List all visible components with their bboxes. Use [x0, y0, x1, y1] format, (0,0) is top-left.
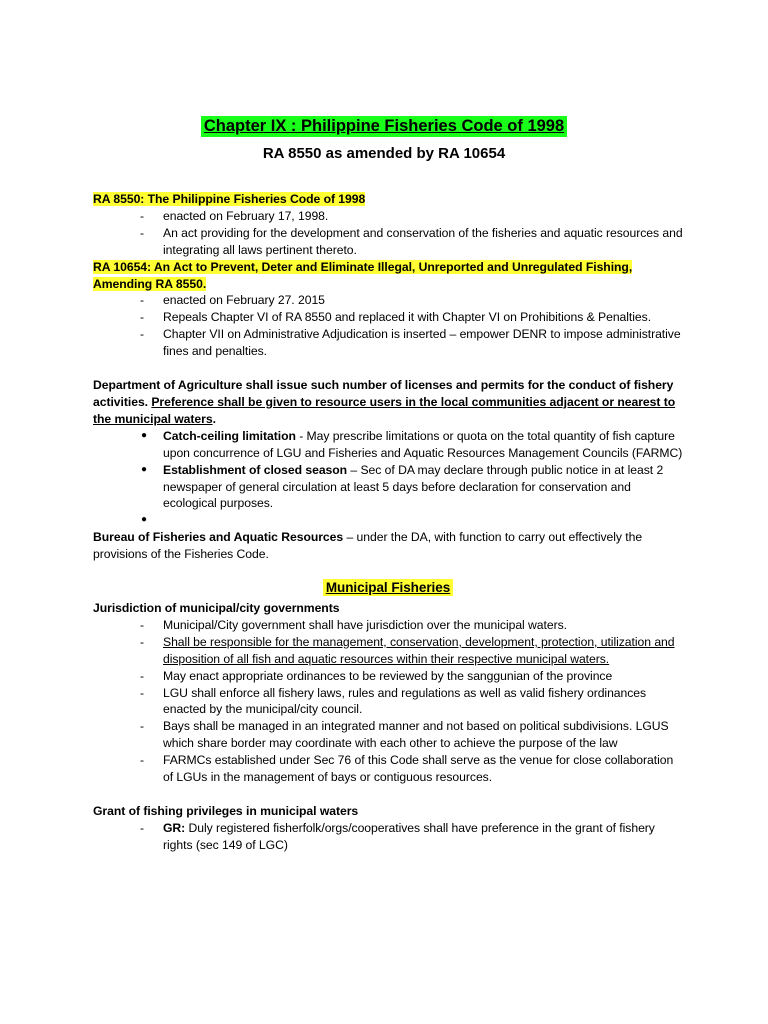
- section-heading-container: [93, 579, 683, 597]
- jurisdiction-item: - Bays shall be managed in an integrated manner and not based on political subdivisions. LGUS which share border may coordinate with each other to achieve the purpose of the law: [140, 719, 669, 751]
- title-container: [0, 116, 768, 137]
- ra10654-heading: RA 10654: An Act to Prevent, Deter and Eliminate Illegal, Unreported and Unregulated Fishing, Amending RA 8550.: [93, 259, 633, 291]
- jurisdiction-item: - FARMCs established under Sec 76 of this Code shall serve as the venue for close collaboration of LGUs in the management of bays or contiguous resources.: [140, 753, 674, 785]
- section-heading-municipal: Municipal Fisheries: [323, 579, 453, 596]
- da-bullet-empty: ●: [141, 514, 147, 526]
- da-bullet: ● Catch-ceiling limitation - May prescribe limitations or quota on the total quantity of fish capture upon concurrence of LGU and Fisheries and Aquatic Resources Management Councils (FARMC): [141, 428, 683, 460]
- ra8550-item: - An act providing for the development and conservation of the fisheries and aquatic resources and integrating all laws pertinent thereto.: [140, 225, 683, 257]
- page-title: Chapter IX : Philippine Fisheries Code of 1998: [201, 116, 567, 137]
- ra8550-heading: RA 8550: The Philippine Fisheries Code of 1998: [93, 192, 366, 206]
- page-subtitle: RA 8550 as amended by RA 10654: [262, 145, 506, 162]
- document-body: [93, 191, 683, 854]
- da-paragraph: Department of Agriculture shall issue such number of licenses and permits for the conduct of fishery activities. Preference shall be given to resource users in the local communities adjacent or nearest to the municipal waters.: [93, 378, 676, 426]
- bfar-paragraph: Bureau of Fisheries and Aquatic Resources – under the DA, with function to carry out effectively the provisions of the Fisheries Code.: [93, 530, 643, 562]
- jurisdiction-heading: Jurisdiction of municipal/city governments: [93, 601, 340, 616]
- jurisdiction-item: - LGU shall enforce all fishery laws, rules and regulations as well as valid fishery ordinances enacted by the municipal/city council.: [140, 685, 647, 717]
- jurisdiction-item: - Municipal/City government shall have jurisdiction over the municipal waters.: [140, 617, 567, 632]
- grant-heading: Grant of fishing privileges in municipal waters: [93, 804, 359, 818]
- ra8550-item: - enacted on February 17, 1998.: [140, 208, 329, 223]
- ra10654-item: - Chapter VII on Administrative Adjudication is inserted – empower DENR to impose administrative fines and penalties.: [140, 327, 681, 359]
- jurisdiction-item: - Shall be responsible for the management, conservation, development, protection, utilization and disposition of all fish and aquatic resources within their respective municipal waters.: [140, 634, 675, 666]
- jurisdiction-item: - May enact appropriate ordinances to be reviewed by the sanggunian of the province: [140, 668, 613, 683]
- da-bullet: ● Establishment of closed season – Sec of DA may declare through public notice in at least 2 newspaper of general circulation at least 5 days before declaration for conservation and ecological purposes.: [141, 462, 664, 511]
- ra10654-item: - Repeals Chapter VI of RA 8550 and replaced it with Chapter VI on Prohibitions & Penalties.: [140, 310, 652, 325]
- ra10654-item: - enacted on February 27. 2015: [140, 293, 325, 308]
- grant-item: - GR: Duly registered fisherfolk/orgs/cooperatives shall have preference in the grant of fishery rights (sec 149 of LGC): [140, 820, 655, 852]
